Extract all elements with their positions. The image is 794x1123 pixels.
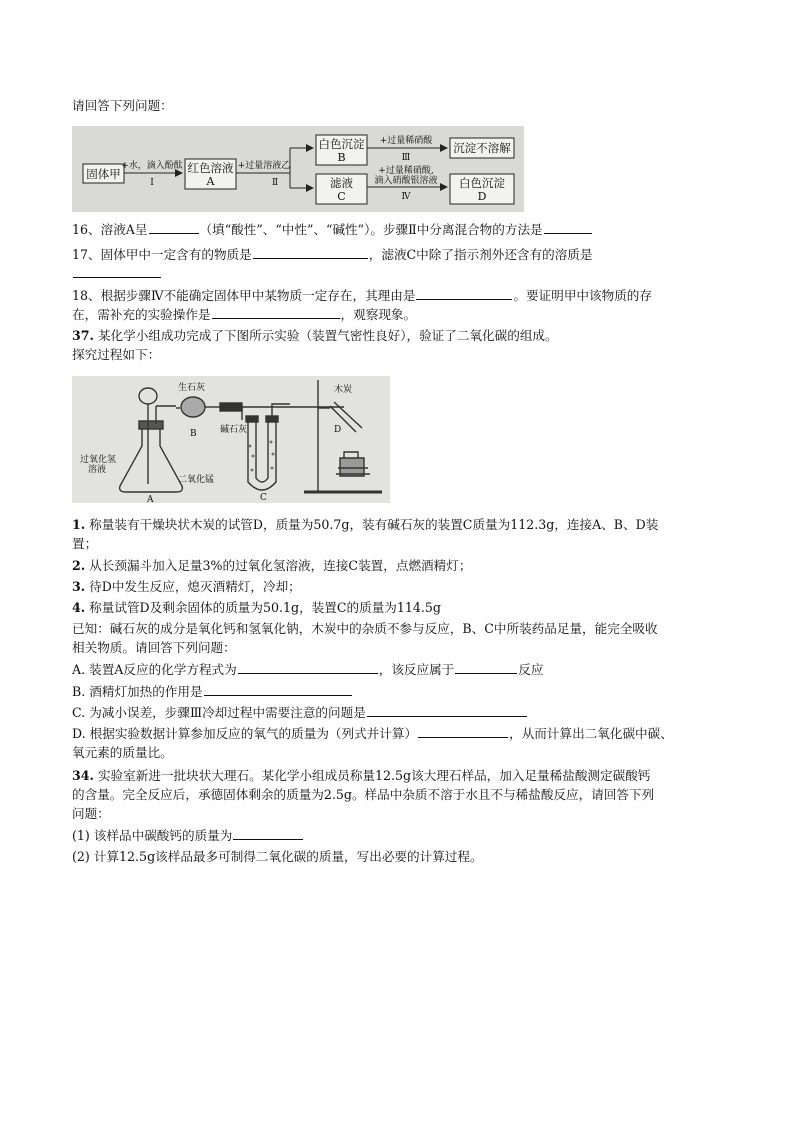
q37-number: 37.	[72, 328, 94, 343]
step1-num: Ⅰ	[150, 178, 154, 188]
question-17	[72, 246, 592, 263]
qc-text: C. 为减小误差，步骤Ⅲ冷却过程中需要注意的问题是	[72, 705, 366, 720]
box-white-d-line2: D	[477, 190, 487, 203]
step4-label-line1: +过量稀硝酸,	[378, 166, 434, 176]
q37-question-d	[72, 725, 673, 742]
box-filtrate-line1: 滤液	[330, 176, 353, 190]
q18-text-d: ，观察现象。	[340, 307, 417, 322]
label-h2o2-line1: 过氧化氢	[80, 455, 117, 465]
q18-text-b: 。要证明甲中该物质的存	[513, 288, 652, 303]
box-red-line1: 红色溶液	[187, 161, 234, 175]
box-insoluble: 沉淀不溶解	[453, 141, 511, 155]
q34-sub1-blank[interactable]	[233, 827, 303, 840]
step1-label: +水，滴入酚酞	[121, 161, 183, 171]
q17-text-b: ，滤液C中除了指示剂外还含有的溶质是	[368, 247, 593, 262]
question-37-title	[72, 327, 558, 344]
box-filtrate-line2: C	[337, 190, 346, 203]
step3-number: 3.	[72, 579, 86, 594]
question-17-cont	[72, 265, 162, 282]
label-soda-lime: 碱石灰	[220, 425, 248, 435]
q37-question-b	[72, 683, 353, 700]
q16-text-a: 16、溶液A呈	[72, 222, 148, 237]
qd-text-a: D. 根据实验数据计算参加反应的氧气的质量为（列式并计算）	[72, 726, 418, 741]
step2-num: Ⅱ	[271, 178, 279, 188]
box-white-b-line1: 白色沉淀	[318, 137, 365, 151]
q18-text-a: 18、根据步骤Ⅳ不能确定固体甲中某物质一定存在，其理由是	[72, 288, 416, 303]
qd-text-b: ，从而计算出二氧化碳中碳、	[509, 726, 673, 741]
label-b: B	[190, 429, 197, 439]
label-a: A	[147, 495, 154, 503]
label-mno2: 二氧化锰	[178, 475, 215, 485]
q37-known-line1: 已知：碱石灰的成分是氧化钙和氢氧化钠，木炭中的杂质不参与反应，B、C中所装药品足量，能完全吸收	[72, 621, 658, 636]
q37-step1-line2: 置；	[72, 536, 98, 551]
q34-text-1: 实验室新进一批块状大理石。某化学小组成员称量12.5g该大理石样品，加入足量稀盐酸测定碳酸钙	[97, 768, 651, 783]
q18-blank-1[interactable]	[416, 287, 512, 300]
qa-blank-2[interactable]	[455, 661, 517, 674]
step3-num: Ⅲ	[401, 153, 411, 163]
intro-text: 请回答下列问题：	[72, 98, 173, 113]
label-lime: 生石灰	[178, 383, 206, 393]
step4-num: Ⅳ	[401, 192, 411, 202]
step1-text: 称量装有干燥块状木炭的试管D，质量为50.7g，装有碱石灰的装置C质量为112.3g，连接A、B、D装	[89, 517, 659, 532]
label-h2o2-line2: 溶液	[88, 465, 107, 475]
step4-text: 称量试管D及剩余固体的质量为50.1g，装置C的质量为114.5g	[89, 600, 441, 615]
q37-title-text: 某化学小组成功完成了下图所示实验（装置气密性良好），验证了二氧化碳的组成。	[97, 328, 558, 343]
q17-blank-2[interactable]	[73, 265, 161, 278]
qd-blank[interactable]	[418, 725, 508, 738]
q34-sub1-text: (1) 该样品中碳酸钙的质量为	[72, 828, 233, 843]
question-16	[72, 221, 593, 238]
question-34-sub2: (2) 计算12.5g该样品最多可制得二氧化碳的质量，写出必要的计算过程。	[72, 849, 483, 864]
step3-text: 待D中发生反应，熄灭酒精灯，冷却；	[89, 579, 301, 594]
step4-label-line2: 滴入硝酸银溶液	[374, 176, 438, 186]
q16-blank-2[interactable]	[544, 221, 592, 234]
step2-number: 2.	[72, 558, 86, 573]
question-34-line1	[72, 767, 650, 784]
label-charcoal: 木炭	[334, 385, 353, 395]
q18-text-c: 在，需补充的实验操作是	[72, 307, 211, 322]
q37-known-line2: 相关物质。请回答下列问题：	[72, 640, 236, 655]
step2-label: +过量溶液乙	[237, 161, 291, 171]
q37-question-a	[72, 661, 543, 678]
qa-text-c: 反应	[518, 662, 544, 677]
question-34-line2: 的含量。完全反应后，承德固体剩余的质量为2.5g。样品中杂质不溶于水且不与稀盐酸反应，请回答下列	[72, 787, 655, 802]
label-c: C	[260, 493, 267, 503]
question-18-line2	[72, 306, 416, 323]
q34-number: 34.	[72, 768, 94, 783]
q37-question-c	[72, 704, 528, 721]
step1-number: 1.	[72, 517, 86, 532]
q37-step2	[72, 557, 471, 574]
box-solid-text: 固体甲	[86, 167, 121, 181]
q17-text-a: 17、固体甲中一定含有的物质是	[72, 247, 252, 262]
flow-diagram	[72, 126, 524, 212]
qa-blank-1[interactable]	[238, 661, 378, 674]
box-white-d-line1: 白色沉淀	[459, 176, 505, 190]
q37-step3	[72, 578, 301, 595]
qb-text: B. 酒精灯加热的作用是	[72, 684, 203, 699]
box-red-line2: A	[206, 175, 215, 188]
q16-text-b: （填“酸性”、“中性”、“碱性”）。步骤Ⅱ中分离混合物的方法是	[199, 222, 543, 237]
q16-blank-1[interactable]	[149, 221, 199, 234]
question-34-line3: 问题：	[72, 806, 110, 821]
q17-blank-1[interactable]	[253, 246, 368, 259]
question-18-line1	[72, 287, 652, 304]
q37-step4	[72, 599, 441, 616]
qa-text-a: A. 装置A反应的化学方程式为	[72, 662, 237, 677]
qc-blank[interactable]	[367, 704, 527, 717]
q18-blank-2[interactable]	[212, 306, 340, 319]
q37-step1-line1	[72, 516, 658, 533]
qb-blank[interactable]	[204, 683, 352, 696]
question-34-sub1	[72, 827, 304, 844]
q37-sub: 探究过程如下：	[72, 347, 161, 362]
step2-text: 从长颈漏斗加入足量3%的过氧化氢溶液，连接C装置，点燃酒精灯；	[89, 558, 472, 573]
step3-label: +过量稀硝酸	[379, 136, 433, 146]
q37-question-d-line2: 氧元素的质量比。	[72, 745, 173, 760]
qa-text-b: ，该反应属于	[378, 662, 455, 677]
step4-number: 4.	[72, 600, 86, 615]
label-d: D	[334, 425, 342, 435]
apparatus-figure	[72, 376, 390, 503]
box-white-b-line2: B	[337, 151, 346, 164]
